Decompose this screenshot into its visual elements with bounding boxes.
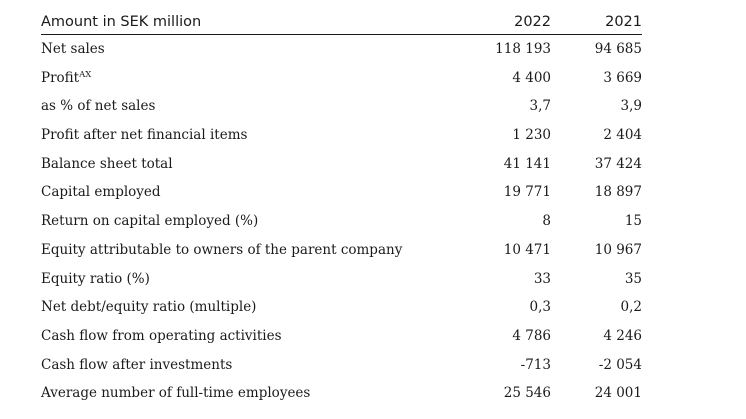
table-row bbox=[41, 322, 642, 351]
footnote-marker: AX bbox=[79, 69, 92, 80]
value-2022: 4 786 bbox=[512, 327, 551, 344]
value-2021: 3 669 bbox=[603, 69, 642, 86]
financial-summary-table bbox=[41, 10, 642, 408]
value-2022: 41 141 bbox=[503, 155, 551, 172]
value-2021: 0,2 bbox=[620, 299, 642, 316]
value-2022: 8 bbox=[542, 213, 551, 230]
table-row bbox=[41, 178, 642, 207]
value-2022: 118 193 bbox=[495, 41, 551, 57]
table-row bbox=[41, 207, 642, 236]
value-2021: 15 bbox=[624, 213, 642, 230]
value-2021: 94 685 bbox=[594, 41, 642, 57]
value-2021: 18 897 bbox=[594, 184, 642, 201]
value-2021: 3,9 bbox=[620, 98, 642, 115]
table-row bbox=[41, 150, 642, 179]
row-label-text: Profit bbox=[41, 69, 80, 86]
row-label: Cash flow after investments bbox=[41, 356, 233, 373]
row-label: Capital employed bbox=[41, 184, 161, 201]
table-row bbox=[41, 265, 642, 294]
value-2021: 35 bbox=[624, 270, 642, 287]
table-header bbox=[41, 10, 642, 35]
table-row bbox=[41, 293, 642, 322]
table-row bbox=[41, 92, 642, 121]
value-2022: 4 400 bbox=[512, 69, 551, 86]
value-2022: 1 230 bbox=[512, 127, 551, 144]
table-row bbox=[41, 351, 642, 380]
value-2022: 33 bbox=[533, 270, 551, 287]
row-label: Net debt/equity ratio (multiple) bbox=[41, 299, 257, 316]
value-2022: 3,7 bbox=[529, 98, 551, 115]
header-year-2022: 2022 bbox=[514, 14, 551, 30]
value-2022: 19 771 bbox=[503, 184, 551, 201]
value-2021: 24 001 bbox=[594, 385, 642, 402]
table-row bbox=[41, 64, 642, 93]
table-row bbox=[41, 121, 642, 150]
header-year-2021: 2021 bbox=[605, 14, 642, 30]
row-label: Profit after net financial items bbox=[41, 127, 248, 144]
value-2021: 2 404 bbox=[603, 127, 642, 144]
row-label: as % of net sales bbox=[41, 98, 156, 115]
row-label: Average number of full-time employees bbox=[41, 385, 311, 402]
row-label bbox=[41, 64, 91, 93]
row-label: Cash flow from operating activities bbox=[41, 327, 282, 344]
value-2022: 0,3 bbox=[529, 299, 551, 316]
header-label: Amount in SEK million bbox=[41, 14, 202, 30]
value-2022: -713 bbox=[520, 356, 551, 373]
row-label: Equity ratio (%) bbox=[41, 270, 150, 287]
value-2021: -2 054 bbox=[598, 356, 642, 373]
value-2021: 4 246 bbox=[603, 327, 642, 344]
value-2022: 25 546 bbox=[503, 385, 551, 402]
value-2022: 10 471 bbox=[503, 241, 551, 258]
value-2021: 37 424 bbox=[594, 155, 642, 172]
table-row bbox=[41, 35, 642, 64]
row-label: Return on capital employed (%) bbox=[41, 213, 259, 230]
row-label: Balance sheet total bbox=[41, 155, 173, 172]
row-label: Net sales bbox=[41, 41, 105, 57]
table-row bbox=[41, 236, 642, 265]
value-2021: 10 967 bbox=[594, 241, 642, 258]
table-row bbox=[41, 379, 642, 408]
row-label: Equity attributable to owners of the parent company bbox=[41, 241, 403, 258]
